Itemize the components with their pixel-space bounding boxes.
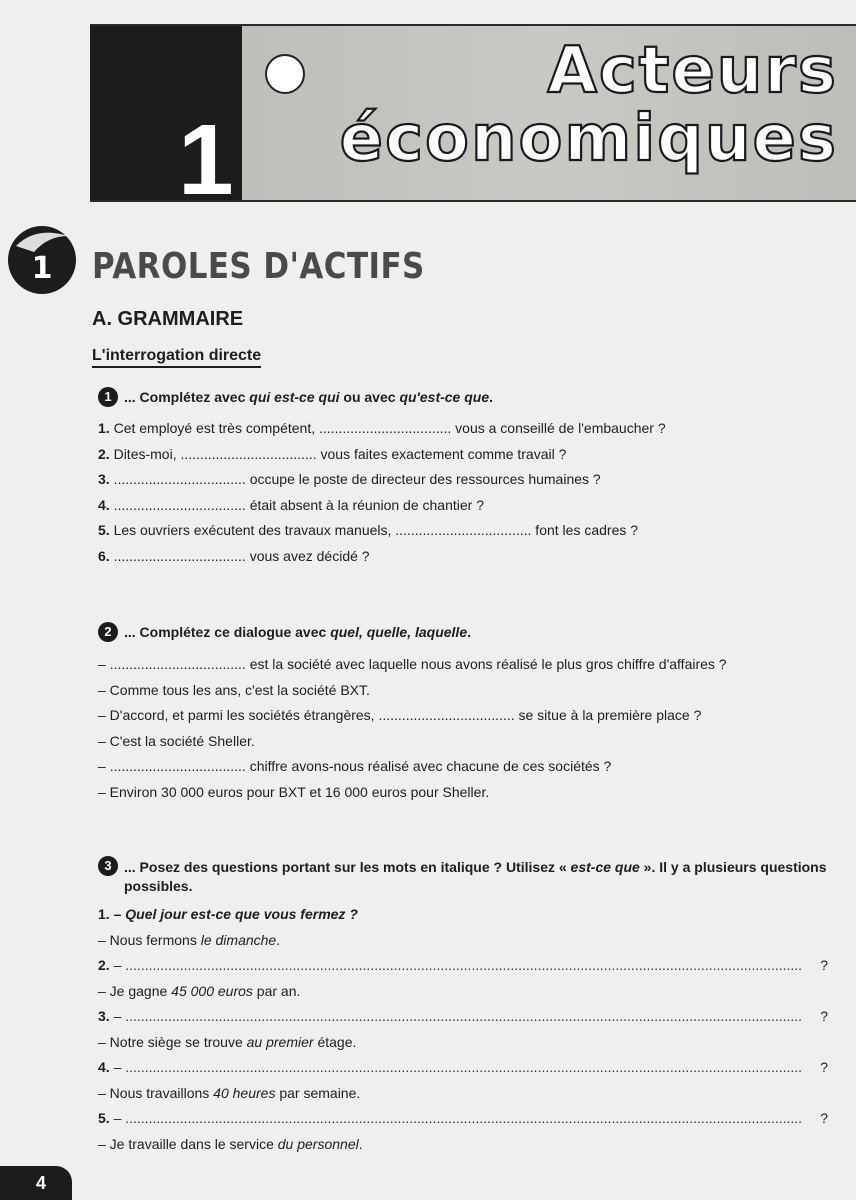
item-number: 1.	[98, 420, 110, 436]
exercise-item	[98, 416, 828, 442]
exercise-number-badge: 1	[98, 387, 118, 407]
dash: –	[113, 957, 122, 973]
answer-text: par an.	[252, 982, 301, 999]
exercise-item	[98, 467, 828, 493]
answer-text: .	[276, 931, 281, 948]
question-mark: ?	[820, 957, 828, 973]
answer-blank[interactable]: ...................................	[109, 758, 246, 774]
item-number: 2.	[98, 957, 110, 973]
chapter-banner	[90, 24, 856, 216]
instr-italic: quel, quelle, laquelle	[330, 624, 468, 640]
answer-blank[interactable]: ..................................	[113, 547, 246, 564]
dialogue-line	[98, 703, 828, 729]
item-number: 2.	[98, 445, 110, 462]
answer-blank[interactable]: ..............................................................................................................................................................................	[125, 1110, 803, 1126]
item-text: vous a conseillé de l'embaucher ?	[451, 420, 666, 436]
chapter-title-line2: économiques	[339, 101, 838, 176]
answer-blank[interactable]: ..............................................................................................................................................................................	[125, 957, 803, 973]
exercise-2-instruction	[98, 624, 828, 642]
question-blank-line	[98, 1106, 828, 1132]
exercise-item	[98, 518, 828, 544]
question-example	[98, 902, 828, 928]
line-text: – D'accord, et parmi les sociétés étrangères,	[98, 707, 379, 723]
line-text: est la société avec laquelle nous avons réalisé le plus gros chiffre d'affaires ?	[245, 656, 727, 672]
exercise-3	[98, 858, 828, 1157]
topic-heading: L'interrogation directe	[92, 347, 261, 368]
answer-blank[interactable]: ...................................	[395, 522, 532, 538]
answer-blank[interactable]: ...................................	[378, 707, 515, 723]
line-text: chiffre avons-nous réalisé avec chacune de ces sociétés ?	[245, 758, 612, 774]
question-mark: ?	[820, 1110, 828, 1126]
exercise-2	[98, 624, 828, 805]
item-number: 5.	[98, 1110, 110, 1126]
exercise-3-instruction	[98, 858, 828, 896]
exercise-number-badge: 2	[98, 622, 118, 642]
line-text: se situe à la première place ?	[514, 707, 702, 723]
answer-line	[98, 1030, 828, 1056]
dialogue-line	[98, 729, 828, 755]
item-text: font les cadres ?	[531, 522, 639, 538]
answer-italic: 45 000 euros	[171, 982, 253, 999]
instr-text: ... Posez des questions portant sur les mots en italique ? Utilisez «	[124, 859, 571, 875]
instr-text: .	[467, 624, 472, 640]
line-text: – Environ 30 000 euros pour BXT et 16 000 euros pour Sheller.	[98, 783, 490, 800]
item-number: 3.	[98, 471, 110, 487]
instr-italic: qu'est-ce que	[399, 389, 490, 405]
dialogue-line	[98, 780, 828, 806]
line-text: –	[98, 656, 110, 672]
exercise-1-instruction	[98, 389, 828, 407]
item-number: 4.	[98, 496, 110, 513]
line-text: – Comme tous les ans, c'est la société BXT.	[98, 681, 370, 698]
answer-line	[98, 979, 828, 1005]
answer-text: étage.	[313, 1033, 357, 1050]
instr-text: ... Complétez avec	[124, 389, 250, 405]
answer-blank[interactable]: ...................................	[180, 445, 317, 462]
answer-text: .	[358, 1135, 363, 1152]
dialogue-line	[98, 754, 828, 780]
dash: –	[113, 1110, 122, 1126]
exercise-item	[98, 544, 828, 570]
answer-blank[interactable]: ..............................................................................................................................................................................	[125, 1059, 803, 1075]
answer-blank[interactable]: ..................................	[113, 471, 246, 487]
answer-text: – Nous fermons	[98, 931, 201, 948]
answer-line	[98, 1081, 828, 1107]
item-text: Cet employé est très compétent,	[113, 420, 320, 436]
question-blank-line	[98, 1055, 828, 1081]
exercise-item	[98, 442, 828, 468]
instr-text: ». Il y a plusieurs questions possibles.	[124, 859, 827, 894]
answer-text: – Notre siège se trouve	[98, 1033, 247, 1050]
line-text: –	[98, 758, 110, 774]
question-mark: ?	[820, 1008, 828, 1024]
instr-italic: qui est-ce qui	[249, 389, 340, 405]
section-title: PAROLES D'ACTIFS	[92, 246, 425, 287]
answer-text: – Je travaille dans le service	[98, 1135, 278, 1152]
dialogue-line	[98, 678, 828, 704]
answer-blank[interactable]: ..................................	[319, 420, 452, 436]
answer-line	[98, 1132, 828, 1158]
item-text: vous avez décidé ?	[245, 547, 370, 564]
answer-text: – Je gagne	[98, 982, 172, 999]
item-text: vous faites exactement comme travail ?	[316, 445, 567, 462]
instr-text: .	[489, 389, 494, 405]
item-text: Dites-moi,	[113, 445, 181, 462]
item-text: occupe le poste de directeur des ressources humaines ?	[245, 471, 601, 487]
item-text: était absent à la réunion de chantier ?	[245, 496, 484, 513]
item-number: 6.	[98, 547, 110, 564]
question-mark: ?	[820, 1059, 828, 1075]
page-number: 4	[36, 1173, 47, 1193]
subsection-heading: A. GRAMMAIRE	[92, 308, 244, 330]
line-text: – C'est la société Sheller.	[98, 732, 255, 749]
instr-text: ou avec	[339, 389, 400, 405]
exercise-1	[98, 389, 828, 569]
instr-text: ... Complétez ce dialogue avec	[124, 624, 331, 640]
banner-circle-icon	[265, 54, 305, 94]
item-number: 3.	[98, 1008, 110, 1024]
answer-italic: du personnel	[277, 1135, 359, 1152]
instr-italic: est-ce que	[570, 859, 640, 875]
chapter-title	[339, 34, 838, 176]
answer-blank[interactable]: ...................................	[109, 656, 246, 672]
answer-text: par semaine.	[275, 1084, 361, 1101]
answer-line	[98, 928, 828, 954]
example-question: – Quel jour est-ce que vous fermez ?	[113, 906, 358, 922]
item-number: 1.	[98, 906, 110, 922]
dash: –	[113, 1008, 122, 1024]
section-badge-icon	[6, 222, 82, 298]
exercise-item	[98, 493, 828, 519]
chapter-title-line1: Acteurs	[547, 34, 838, 108]
answer-italic: au premier	[246, 1033, 314, 1050]
answer-blank[interactable]: ..............................................................................................................................................................................	[125, 1008, 803, 1024]
item-number: 5.	[98, 522, 110, 538]
answer-blank[interactable]: ..................................	[113, 496, 246, 513]
section-number: 1	[31, 251, 53, 286]
dialogue-line	[98, 652, 828, 678]
answer-italic: le dimanche	[200, 931, 277, 948]
item-text: Les ouvriers exécutent des travaux manuels,	[113, 522, 396, 538]
answer-italic: 40 heures	[213, 1084, 276, 1101]
dash: –	[113, 1059, 122, 1075]
item-number: 4.	[98, 1059, 110, 1075]
question-blank-line	[98, 953, 828, 979]
answer-text: – Nous travaillons	[98, 1084, 214, 1101]
chapter-number: 1	[178, 104, 234, 216]
question-blank-line	[98, 1004, 828, 1030]
exercise-number-badge: 3	[98, 856, 118, 876]
